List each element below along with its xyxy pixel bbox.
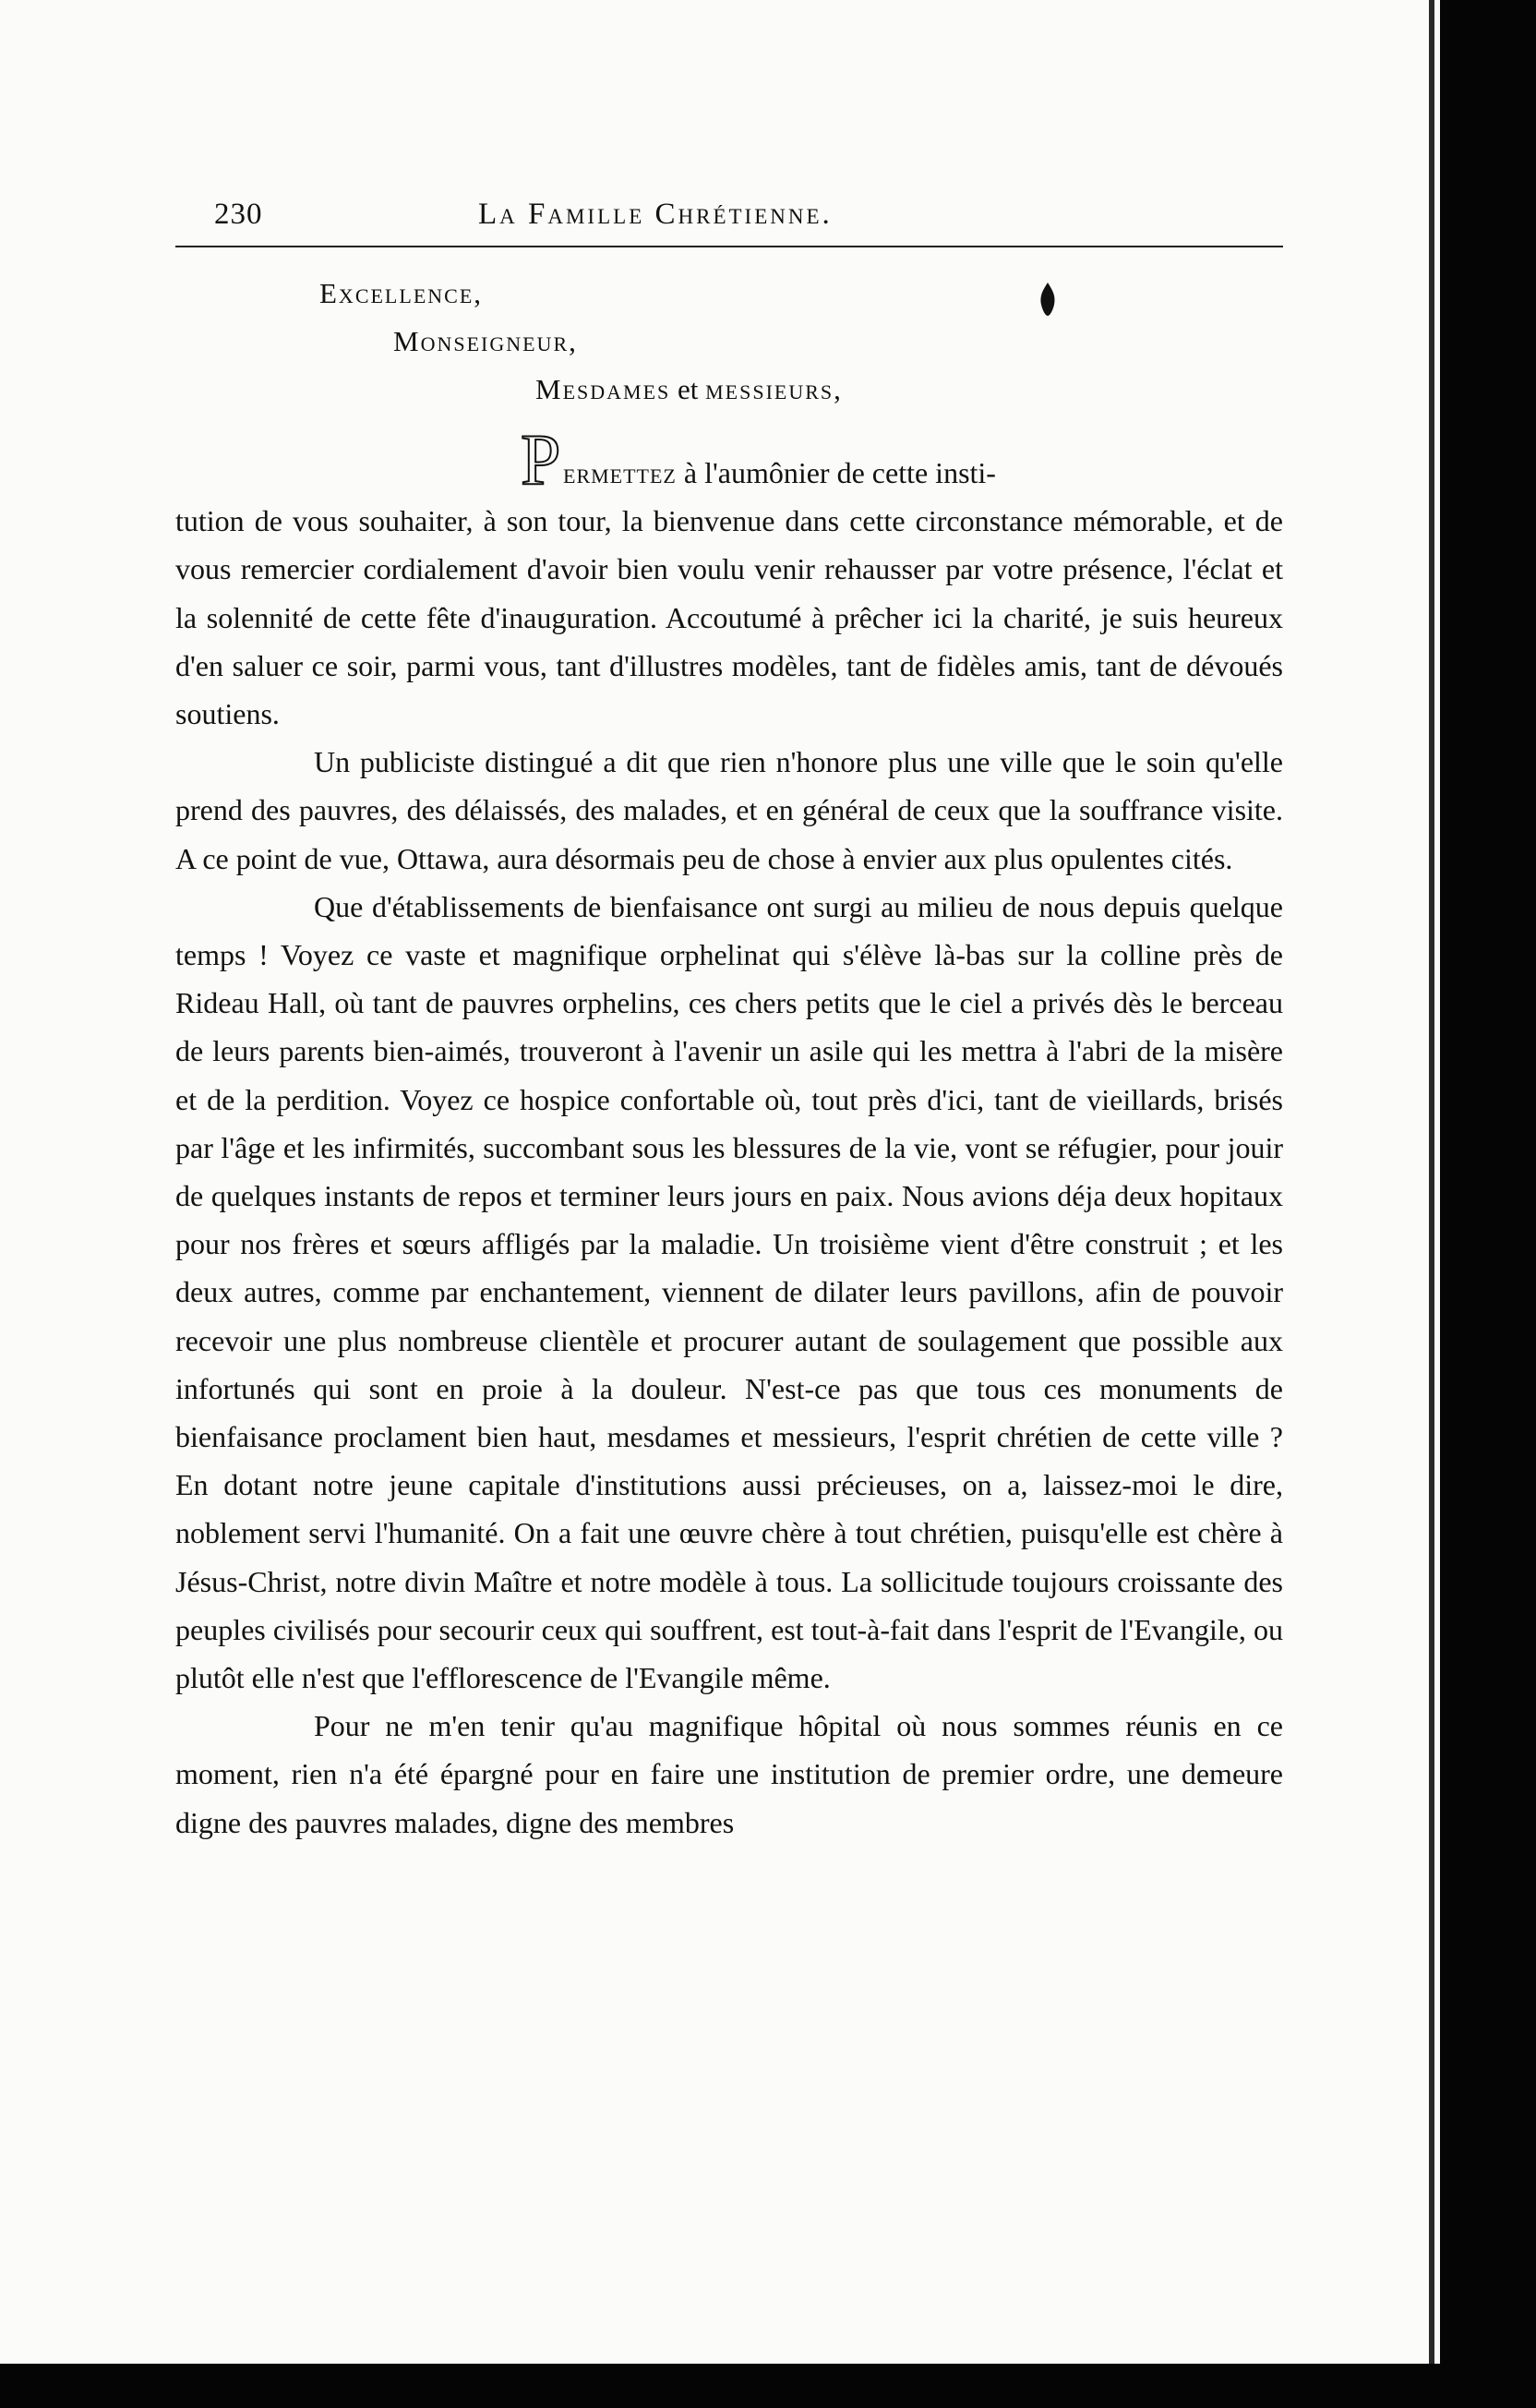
page-edge-shadow bbox=[1429, 0, 1434, 2364]
paragraph-1-rest: tution de vous souhaiter, à son tour, la bienvenue dans cette circonstance mémorable, et de vous remercier cordialement d'avoir bien voulu venir rehausser par votre présence, l'éclat et la solennité de cette fête d'inauguration. Accoutumé à prêcher ici la charité, je suis heureux d'en saluer ce soir, parmi vous, tant d'illustres modèles, tant de fidèles amis, tant de dévoués soutiens. bbox=[175, 504, 1283, 731]
scan-border-right bbox=[1440, 0, 1536, 2408]
salutation-et: et bbox=[670, 373, 706, 405]
salutation-monseigneur: Monseigneur, bbox=[393, 325, 578, 357]
ink-blot-ornament-icon bbox=[1039, 283, 1056, 316]
scan-border-bottom bbox=[0, 2364, 1536, 2408]
opening-words: ermettez bbox=[563, 456, 677, 489]
paragraph-1-line-1: à l'aumônier de cette insti- bbox=[676, 456, 996, 489]
paragraph-2: Un publiciste distingué a dit que rien n'honore plus une ville que le soin qu'elle prend des pauvres, des délaissés, des malades, et en général de ceux que la souffrance visite. A ce point de vue, Ottawa, aura désormais peu de chose à envier aux plus opulentes cités. bbox=[175, 745, 1283, 875]
salutation-excellence: Excellence, bbox=[319, 277, 484, 309]
paragraph-3: Que d'établissements de bienfaisance ont surgi au milieu de nous depuis quelque temps ! Voyez ce vaste et magnifique orphelinat qui s'élève là-bas sur la colline près de Rideau Hall, où tant de pauvres orphelins, ces chers petits que le ciel a privés dès le berceau de leurs parents bien-aimés, trouveront à l'avenir un asile qui les mettra à l'abri de la misère et de la perdition. Voyez ce hospice confortable où, tout près d'ici, tant de vieillards, brisés par l'âge et les infirmités, succombant sous les blessures de la vie, vont se réfugier, pour jouir de quelques instants de repos et terminer leurs jours en paix. Nous avions déja deux hopitaux pour nos frères et sœurs affligés par la maladie. Un troisième vient d'être construit ; et les deux autres, comme par enchantement, viennent de dilater leurs pavillons, afin de pouvoir recevoir une plus nombreuse clientèle et procurer autant de soulagement que possible aux infortunés qui sont en proie à la douleur. N'est-ce pas que tous ces monuments de bienfaisance proclament bien haut, mesdames et messieurs, l'esprit chrétien de cette ville ? En dotant notre jeune capitale d'institutions aussi précieuses, on a, laissez-moi le dire, noblement servi l'humanité. On a fait une œuvre chère à tout chrétien, puisqu'elle est chère à Jésus-Christ, notre divin Maître et notre modèle à tous. La sollicitude toujours croissante des peuples civilisés pour secourir ceux qui souffrent, est tout-à-fait dans l'esprit de l'Evangile, ou plutôt elle n'est que l'efflorescence de l'Evangile même. bbox=[175, 889, 1283, 1695]
paragraph-4: Pour ne m'en tenir qu'au magnifique hôpital où nous sommes réunis en ce moment, rien n'a été épargné pour en faire une institution de premier ordre, une demeure digne des pauvres malades, digne des membres bbox=[175, 1709, 1283, 1839]
header-rule bbox=[175, 246, 1283, 247]
running-head bbox=[175, 194, 1283, 249]
salutation-mesdames-word: Mesdames bbox=[535, 373, 671, 405]
paragraph-1 bbox=[175, 449, 1283, 738]
book-title: La Famille Chrétienne. bbox=[478, 198, 833, 231]
paragraph-1-first-line bbox=[175, 449, 1283, 497]
salutation-mesdames bbox=[535, 373, 843, 406]
salutation-messieurs-word: messieurs, bbox=[705, 373, 843, 405]
body-text bbox=[175, 449, 1283, 1847]
page-number: 230 bbox=[214, 198, 263, 231]
drop-cap-letter: P bbox=[521, 419, 561, 500]
